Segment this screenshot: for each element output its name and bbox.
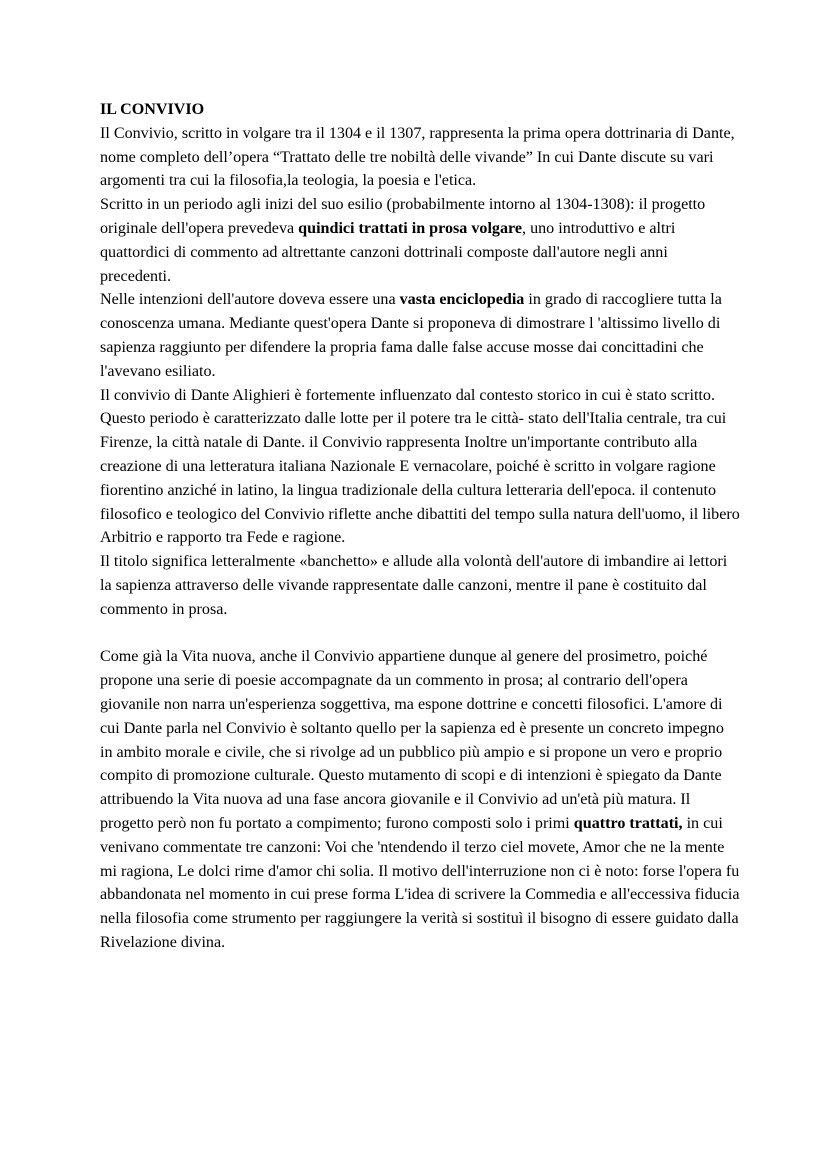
paragraph-title-meaning: Il titolo significa letteralmente «banchetto» e allude alla volontà dell'autore di imbandire ai lettori la sapienza attraverso delle vivande rappresentate dalle canzoni, mentre il pane è costituito dal commento in prosa. [100, 553, 728, 618]
document-title: IL CONVIVIO [100, 101, 205, 118]
paragraph-prosimetro-text-1: Come già la Vita nuova, anche il Convivio appartiene dunque al genere del prosimetro, poiché propone una serie di poesie accompagnate da un commento in prosa; al contrario dell'opera giovanile non narra un'esperienza soggettiva, ma espone dottrine e concetti filosofici. L'amore di cui Dante parla nel Convivio è soltanto quello per la sapienza ed è presente un concreto impegno in ambito morale e civile, che si rivolge ad un pubblico più ampio e si propone un vero e proprio compito di promozione culturale. Questo mutamento di scopi e di intenzioni è spiegato da Dante attribuendo la Vita nuova ad una fase ancora giovanile e il Convivio ad un'età più matura. Il progetto però non fu portato a compimento; furono composti solo i primi [100, 648, 724, 832]
document-page [100, 98, 740, 955]
paragraph-project-bold: quindici trattati in prosa volgare [298, 219, 523, 237]
paragraph-prosimetro-bold: quattro trattati, [573, 814, 683, 832]
paragraph-intentions-text-1: Nelle intenzioni dell'autore doveva essere una [100, 291, 400, 309]
paragraph-intentions [100, 288, 740, 383]
paragraph-context: Il convivio di Dante Alighieri è fortemente influenzato dal contesto storico in cui è stato scritto. Questo periodo è caratterizzato dalle lotte per il potere tra le città- stato dell'Italia centrale, tra cui Firenze, la città natale di Dante. il Convivio rappresenta Inoltre un'importante contributo alla creazione di una letteratura italiana Nazionale E vernacolare, poiché è scritto in volgare ragione fiorentino anziché in latino, la lingua tradizionale della cultura letteraria dell'epoca. il contenuto filosofico e teologico del Convivio riflette anche dibattiti del tempo sulla natura dell'uomo, il libero Arbitrio e rapporto tra Fede e ragione. [100, 386, 740, 547]
paragraph-intro: Il Convivio, scritto in volgare tra il 1304 e il 1307, rappresenta la prima opera dottrinaria di Dante, nome completo dell’opera “Trattato delle tre nobiltà delle vivande” In cui Dante discute su vari argomenti tra cui la filosofia,la teologia, la poesia e l'etica. [100, 124, 735, 190]
paragraph-intentions-text-2: in grado di raccogliere tutta la conoscenza umana. Mediante quest'opera Dante si proponeva di dimostrare l 'altissimo livello di sapienza raggiunto per difendere la propria fama dalle false accuse mosse dai concittadini che l'avevano esiliato. [100, 291, 722, 380]
paragraph-prosimetro-text-2: in cui venivano commentate tre canzoni: Voi che 'ntendendo il terzo ciel movete, Amor che ne la mente mi ragiona, Le dolci rime d'amor chi solia. Il motivo dell'interruzione non ci è noto: forse l'opera fu abbandonata nel momento in cui prese forma L'idea di scrivere la Commedia e all'eccessiva fiducia nella filosofia come strumento per raggiungere la verità si sostituì il bisogno di essere guidato dalla Rivelazione divina. [100, 814, 740, 951]
paragraph-project [100, 193, 740, 288]
paragraph-intentions-bold: vasta enciclopedia [399, 291, 525, 309]
paragraph-spacer [100, 622, 740, 646]
paragraph-project-text-1: Scritto in un periodo agli inizi del suo esilio (probabilmente intorno al 1304-1308): il progetto originale dell'opera prevedeva [100, 196, 706, 237]
paragraph-prosimetro [100, 645, 740, 954]
paragraph-project-text-2: , uno introduttivo e altri quattordici di commento ad altrettante canzoni dottrinali composte dall'autore negli anni precedenti. [100, 219, 676, 285]
